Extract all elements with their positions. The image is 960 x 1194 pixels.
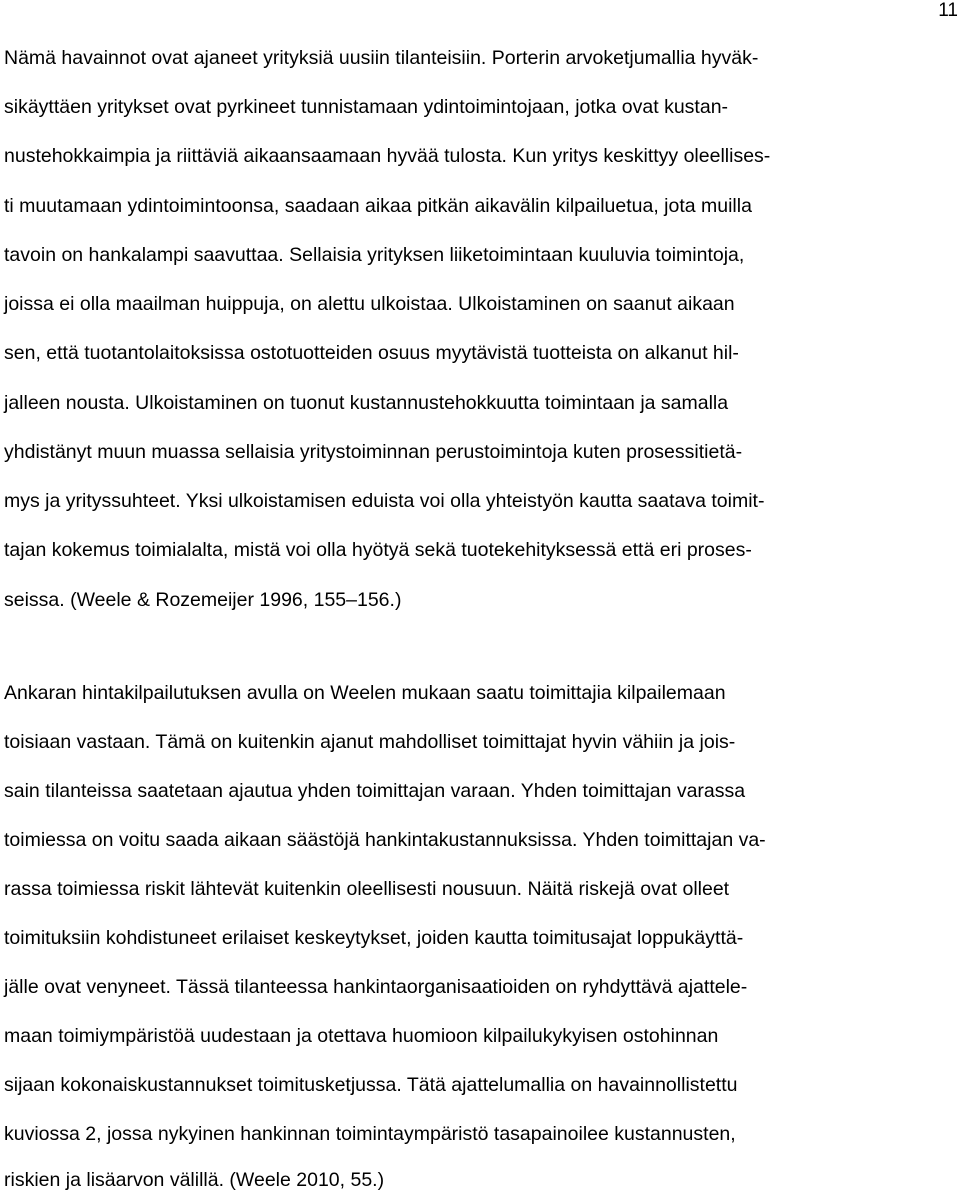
text-line: Ankaran hintakilpailutuksen avulla on Weelen mukaan saatu toimittajia kilpailemaan (4, 682, 726, 704)
text-line: seissa. (Weele & Rozemeijer 1996, 155–156.) (4, 589, 402, 611)
text-line: tavoin on hankalampi saavuttaa. Sellaisia yrityksen liiketoimintaan kuuluvia toimintoja, (4, 244, 745, 266)
text-line: kuviossa 2, jossa nykyinen hankinnan toimintaympäristö tasapainoilee kustannusten, (4, 1123, 736, 1145)
text-line: toimiessa on voitu saada aikaan säästöjä hankintakustannuksissa. Yhden toimittajan va- (4, 829, 766, 851)
text-line: sen, että tuotantolaitoksissa ostotuotteiden osuus myytävistä tuotteista on alkanut hil- (4, 342, 739, 364)
text-line: sijaan kokonaiskustannukset toimitusketjussa. Tätä ajattelumallia on havainnollistettu (4, 1074, 738, 1096)
text-line: sain tilanteissa saatetaan ajautua yhden toimittajan varaan. Yhden toimittajan varassa (4, 780, 746, 802)
text-line: ti muutamaan ydintoimintoonsa, saadaan aikaa pitkän aikavälin kilpailuetua, jota muilla (4, 195, 752, 217)
text-line: nustehokkaimpia ja riittäviä aikaansaamaan hyvää tulosta. Kun yritys keskittyy oleellises- (4, 145, 771, 167)
page-number: 11 (938, 0, 958, 21)
text-line: mys ja yrityssuhteet. Yksi ulkoistamisen eduista voi olla yhteistyön kautta saatava toimit- (4, 490, 765, 512)
text-line: riskien ja lisäarvon välillä. (Weele 2010, 55.) (4, 1169, 385, 1191)
text-line: jälle ovat venyneet. Tässä tilanteessa hankintaorganisaatioiden on ryhdyttävä ajattele- (4, 976, 748, 998)
text-line: Nämä havainnot ovat ajaneet yrityksiä uusiin tilanteisiin. Porterin arvoketjumallia hyväk- (4, 47, 759, 69)
text-line: jalleen nousta. Ulkoistaminen on tuonut kustannustehokkuutta toimintaan ja samalla (4, 392, 729, 414)
text-line: toisiaan vastaan. Tämä on kuitenkin ajanut mahdolliset toimittajat hyvin vähiin ja jois- (4, 731, 736, 753)
text-line: rassa toimiessa riskit lähtevät kuitenkin oleellisesti nousuun. Näitä riskejä ovat olleet (4, 878, 730, 900)
text-line: tajan kokemus toimialalta, mistä voi olla hyötyä sekä tuotekehityksessä että eri proses- (4, 539, 752, 561)
text-line: yhdistänyt muun muassa sellaisia yritystoiminnan perustoimintoja kuten prosessitietä- (4, 441, 743, 463)
text-line: sikäyttäen yritykset ovat pyrkineet tunnistamaan ydintoimintojaan, jotka ovat kustan- (4, 96, 729, 118)
text-line: maan toimiympäristöä uudestaan ja otettava huomioon kilpailukykyisen ostohinnan (4, 1025, 719, 1047)
text-line: joissa ei olla maailman huippuja, on alettu ulkoistaa. Ulkoistaminen on saanut aikaan (4, 293, 735, 315)
text-line: toimituksiin kohdistuneet erilaiset keskeytykset, joiden kautta toimitusajat loppukäyttä- (4, 927, 744, 949)
